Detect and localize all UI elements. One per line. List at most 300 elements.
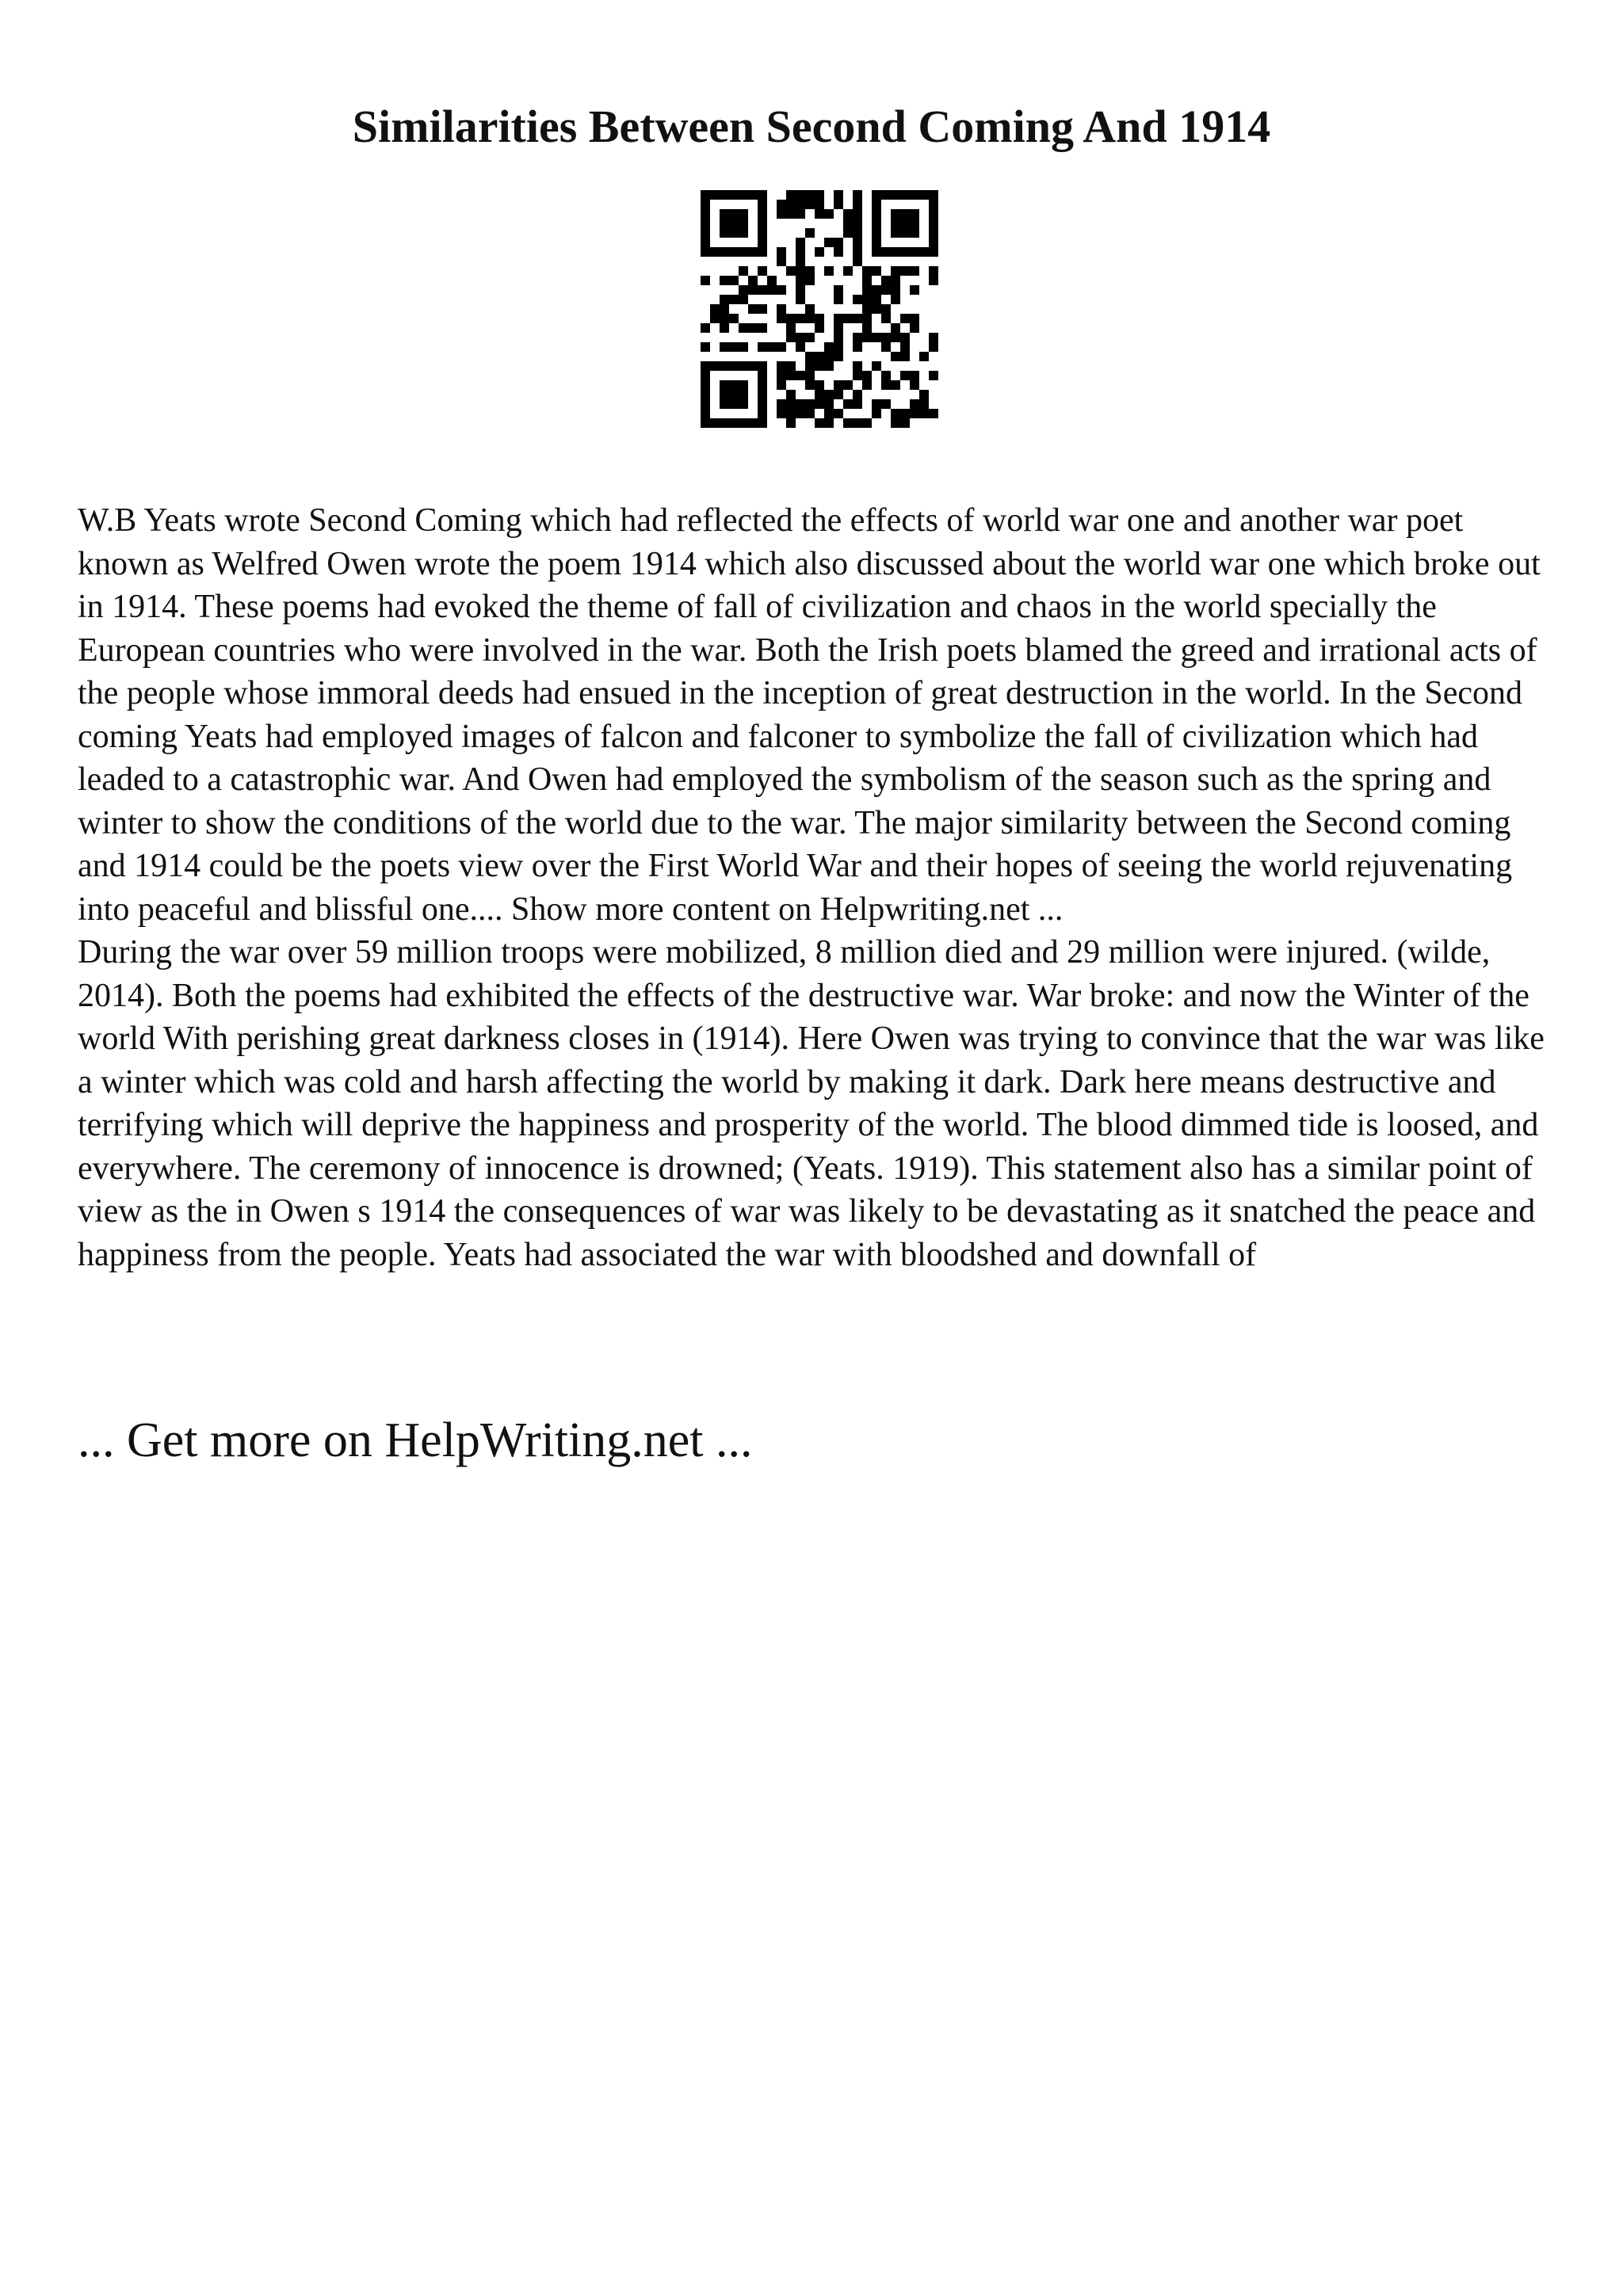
qr-module [815,323,824,333]
qr-module [929,200,938,209]
qr-module [786,399,796,409]
qr-module [796,266,805,276]
qr-module [805,228,815,238]
qr-module [862,380,872,390]
qr-module [834,314,843,323]
qr-module [853,209,862,219]
qr-module [929,228,938,238]
qr-module [900,266,910,276]
qr-module [834,390,843,399]
qr-module [815,418,824,428]
qr-module [862,418,872,428]
qr-module [900,228,910,238]
qr-module [862,314,872,323]
qr-module [910,409,919,418]
qr-module [701,190,710,200]
qr-module [748,323,758,333]
qr-module [824,266,834,276]
qr-module [777,342,786,352]
qr-module [834,333,843,342]
qr-module [701,228,710,238]
qr-module [881,333,891,342]
qr-module [796,238,805,247]
qr-module [720,219,729,228]
qr-module [739,361,748,371]
qr-module [739,285,748,295]
qr-module [739,190,748,200]
qr-module [862,266,872,276]
qr-module [900,352,910,361]
qr-module [824,361,834,371]
qr-module [720,295,729,304]
qr-module [720,342,729,352]
qr-module [910,266,919,276]
qr-module [758,228,767,238]
qr-module [900,219,910,228]
qr-module [843,228,853,238]
qr-module [758,304,767,314]
qr-module [720,323,729,333]
qr-module [786,418,796,428]
qr-module [805,409,815,418]
qr-module [872,247,881,257]
qr-module [853,333,862,342]
qr-module [891,276,900,285]
qr-module [929,409,938,418]
paragraph-2: During the war over 59 million troops were mobilized, 8 million died and 29 million were injured. (wilde, 2014). Both the poems had exhibited the effects of the destructive war. War broke: and now the Winter of the world With perishing great darkness closes in (1914). Here Owen was trying to convince that the war was like a winter which was cold and harsh affecting the world by making it dark. Dark here means destructive and terrifying which will deprive the happiness and prosperity of the world. The blood dimmed tide is loosed, and everywhere. The ceremony of innocence is drowned; (Yeats. 1919). This statement also has a similar point of view as the in Owen s 1914 the consequences of war was likely to be devastating as it snatched the peace and happiness from the people. Yeats had associated the war with bloodshed and downfall of [78,934,1545,1273]
qr-module [834,190,843,200]
qr-module [729,418,739,428]
qr-module [891,209,900,219]
qr-module [777,209,786,219]
qr-module [929,209,938,219]
qr-module [843,266,853,276]
qr-module [748,190,758,200]
qr-module [701,209,710,219]
qr-module [910,314,919,323]
qr-module [720,247,729,257]
qr-module [777,361,786,371]
qr-module [786,371,796,380]
qr-module [872,209,881,219]
qr-module [729,399,739,409]
qr-module [872,200,881,209]
qr-module [929,219,938,228]
qr-module [843,399,853,409]
qr-module [729,380,739,390]
qr-module [843,314,853,323]
qr-module [701,390,710,399]
qr-module [815,209,824,219]
qr-module [767,342,777,352]
qr-module [872,295,881,304]
qr-module [834,295,843,304]
qr-module [834,238,843,247]
qr-module [900,190,910,200]
qr-module [767,285,777,295]
qr-module [910,219,919,228]
qr-module [910,371,919,380]
qr-module [796,276,805,285]
qr-module [900,342,910,352]
qr-module [710,247,720,257]
qr-module [777,285,786,295]
qr-module [748,361,758,371]
qr-module [701,247,710,257]
qr-module [919,190,929,200]
qr-module [872,238,881,247]
qr-module [720,418,729,428]
qr-module [777,399,786,409]
qr-module [843,219,853,228]
qr-module [720,276,729,285]
qr-module [796,247,805,257]
qr-module [701,380,710,390]
qr-module [701,276,710,285]
qr-module [815,200,824,209]
qr-module [929,238,938,247]
qr-module [777,257,786,266]
qr-module [910,209,919,219]
qr-module [853,418,862,428]
qr-module [853,190,862,200]
qr-module [748,285,758,295]
qr-module [929,276,938,285]
qr-module [739,266,748,276]
qr-module [929,266,938,276]
qr-module [729,247,739,257]
qr-module [786,200,796,209]
qr-module [843,418,853,428]
qr-module [919,352,929,361]
qr-module [853,390,862,399]
qr-module [777,380,786,390]
qr-module [834,323,843,333]
qr-module [891,285,900,295]
qr-module [720,190,729,200]
qr-module [881,285,891,295]
qr-module [758,200,767,209]
qr-module [758,380,767,390]
qr-module [910,285,919,295]
qr-module [853,314,862,323]
qr-code-icon [701,190,938,428]
qr-module [796,190,805,200]
qr-module [701,371,710,380]
qr-module [900,247,910,257]
qr-module [824,418,834,428]
qr-module [739,380,748,390]
qr-module [796,257,805,266]
qr-module [739,219,748,228]
qr-module [881,190,891,200]
qr-module [796,314,805,323]
qr-module [710,418,720,428]
qr-module [701,409,710,418]
qr-module [796,409,805,418]
qr-module [834,285,843,295]
qr-module [701,200,710,209]
qr-module [900,409,910,418]
qr-module [786,323,796,333]
qr-module [872,304,881,314]
qr-module [919,390,929,399]
qr-module [919,399,929,409]
qr-module [853,295,862,304]
qr-module [910,380,919,390]
qr-module [824,390,834,399]
qr-module [900,371,910,380]
qr-module [767,276,777,285]
qr-module [834,409,843,418]
qr-module [881,380,891,390]
qr-module [910,323,919,333]
qr-module [843,209,853,219]
qr-module [701,399,710,409]
qr-module [805,333,815,342]
qr-module [891,323,900,333]
qr-module [739,342,748,352]
qr-module [891,380,900,390]
qr-module [919,247,929,257]
qr-module [758,342,767,352]
qr-module [881,314,891,323]
qr-module [862,323,872,333]
qr-module [758,399,767,409]
qr-module [739,209,748,219]
qr-module [891,228,900,238]
qr-module [758,361,767,371]
qr-module [748,247,758,257]
qr-module [872,219,881,228]
qr-module [796,209,805,219]
qr-module [748,304,758,314]
qr-module [729,209,739,219]
qr-module [881,371,891,380]
qr-module [758,247,767,257]
qr-module [815,247,824,257]
qr-module [815,352,824,361]
qr-module [853,247,862,257]
qr-module [872,266,881,276]
qr-module [891,352,900,361]
qr-module [872,285,881,295]
qr-module [786,266,796,276]
qr-module [729,390,739,399]
qr-module [900,418,910,428]
qr-module [872,228,881,238]
qr-module [815,361,824,371]
qr-module [748,276,758,285]
qr-module [929,190,938,200]
qr-module [739,399,748,409]
qr-module [881,342,891,352]
qr-module [720,361,729,371]
qr-module [929,247,938,257]
qr-module [758,190,767,200]
qr-module [739,323,748,333]
qr-module [929,333,938,342]
qr-module [929,371,938,380]
qr-module [796,342,805,352]
qr-module [729,342,739,352]
qr-module [701,342,710,352]
qr-module [701,323,710,333]
get-more-link[interactable]: ... Get more on HelpWriting.net ... [78,1413,753,1467]
article-body [78,499,1556,1276]
qr-module [739,295,748,304]
qr-module [786,314,796,323]
qr-module [910,190,919,200]
qr-module [758,209,767,219]
qr-module [824,209,834,219]
qr-module [834,352,843,361]
qr-module [862,285,872,295]
qr-module [729,219,739,228]
qr-module [805,371,815,380]
qr-module [786,361,796,371]
qr-module [834,247,843,257]
qr-module [891,266,900,276]
qr-module [701,238,710,247]
qr-module [872,399,881,409]
qr-module [758,371,767,380]
qr-module [786,209,796,219]
qr-module [710,361,720,371]
qr-module [862,295,872,304]
qr-module [891,418,900,428]
qr-module [862,276,872,285]
qr-module [739,418,748,428]
qr-module [777,247,786,257]
qr-module [853,399,862,409]
qr-module [786,190,796,200]
qr-module [758,409,767,418]
qr-module [786,333,796,342]
qr-module [805,304,815,314]
qr-module [853,219,862,228]
qr-module [853,238,862,247]
qr-module [720,390,729,399]
qr-module [729,295,739,304]
qr-module [777,304,786,314]
qr-module [777,314,786,323]
qr-module [900,333,910,342]
qr-module [834,380,843,390]
qr-module [805,190,815,200]
qr-module [796,200,805,209]
qr-module [862,371,872,380]
qr-module [910,399,919,409]
qr-module [853,371,862,380]
qr-module [824,409,834,418]
qr-module [900,209,910,219]
qr-module [900,314,910,323]
qr-module [710,304,720,314]
qr-module [919,409,929,418]
qr-module [777,200,786,209]
qr-module [720,228,729,238]
qr-module [853,228,862,238]
qr-module [805,314,815,323]
qr-module [815,190,824,200]
qr-module [758,323,767,333]
qr-module [758,266,767,276]
qr-module [872,409,881,418]
qr-module [729,314,739,323]
qr-module [862,304,872,314]
qr-module [758,285,767,295]
qr-module [758,390,767,399]
qr-module [891,409,900,418]
qr-module [805,361,815,371]
qr-module [881,276,891,285]
qr-module [843,380,853,390]
qr-module [739,247,748,257]
qr-module [796,285,805,295]
qr-module [853,257,862,266]
qr-module [910,228,919,238]
qr-module [777,409,786,418]
qr-module [824,352,834,361]
qr-module [853,342,862,352]
qr-module [891,333,900,342]
qr-module [729,361,739,371]
qr-module [729,276,739,285]
qr-module [881,304,891,314]
qr-module [824,399,834,409]
qr-module [891,247,900,257]
qr-module [805,266,815,276]
qr-module [834,342,843,352]
qr-module [834,200,843,209]
qr-module [891,219,900,228]
qr-module [796,295,805,304]
qr-module [881,247,891,257]
qr-module [815,390,824,399]
qr-module [853,200,862,209]
qr-module [824,342,834,352]
qr-module [720,209,729,219]
page-title: Similarities Between Second Coming And 1914 [352,101,1271,152]
qr-module [805,399,815,409]
qr-module [815,314,824,323]
qr-module [891,190,900,200]
qr-module [786,409,796,418]
qr-module [729,190,739,200]
qr-module [824,238,834,247]
qr-module [796,399,805,409]
qr-module [910,247,919,257]
qr-module [862,333,872,342]
qr-module [710,190,720,200]
qr-module [815,399,824,409]
qr-module [815,380,824,390]
qr-module [729,228,739,238]
qr-module [872,333,881,342]
qr-module [720,314,729,323]
qr-module [929,342,938,352]
qr-module [796,333,805,342]
qr-module [853,361,862,371]
qr-module [758,238,767,247]
paragraph-1: W.B Yeats wrote Second Coming which had reflected the effects of world war one and another war poet known as Welfred Owen wrote the poem 1914 which also discussed about the world war one which broke out in 1914. These poems had evoked the theme of fall of civilization and chaos in the world specially the European countries who were involved in the war. Both the Irish poets blamed the greed and irrational acts of the people whose immoral deeds had ensued in the inception of great destruction in the world. In the Second coming Yeats had employed images of falcon and falconer to symbolize the fall of civilization which had leaded to a catastrophic war. And Owen had employed the symbolism of the season such as the spring and winter to show the conditions of the world due to the war. The major similarity between the Second coming and 1914 could be the poets view over the First World War and their hopes of seeing the world rejuvenating into peaceful and blissful one.... Show more content on Helpwriting.net ... [78,502,1541,928]
qr-module [891,295,900,304]
qr-module [701,361,710,371]
qr-module [805,200,815,209]
qr-module [720,304,729,314]
qr-module [805,276,815,285]
